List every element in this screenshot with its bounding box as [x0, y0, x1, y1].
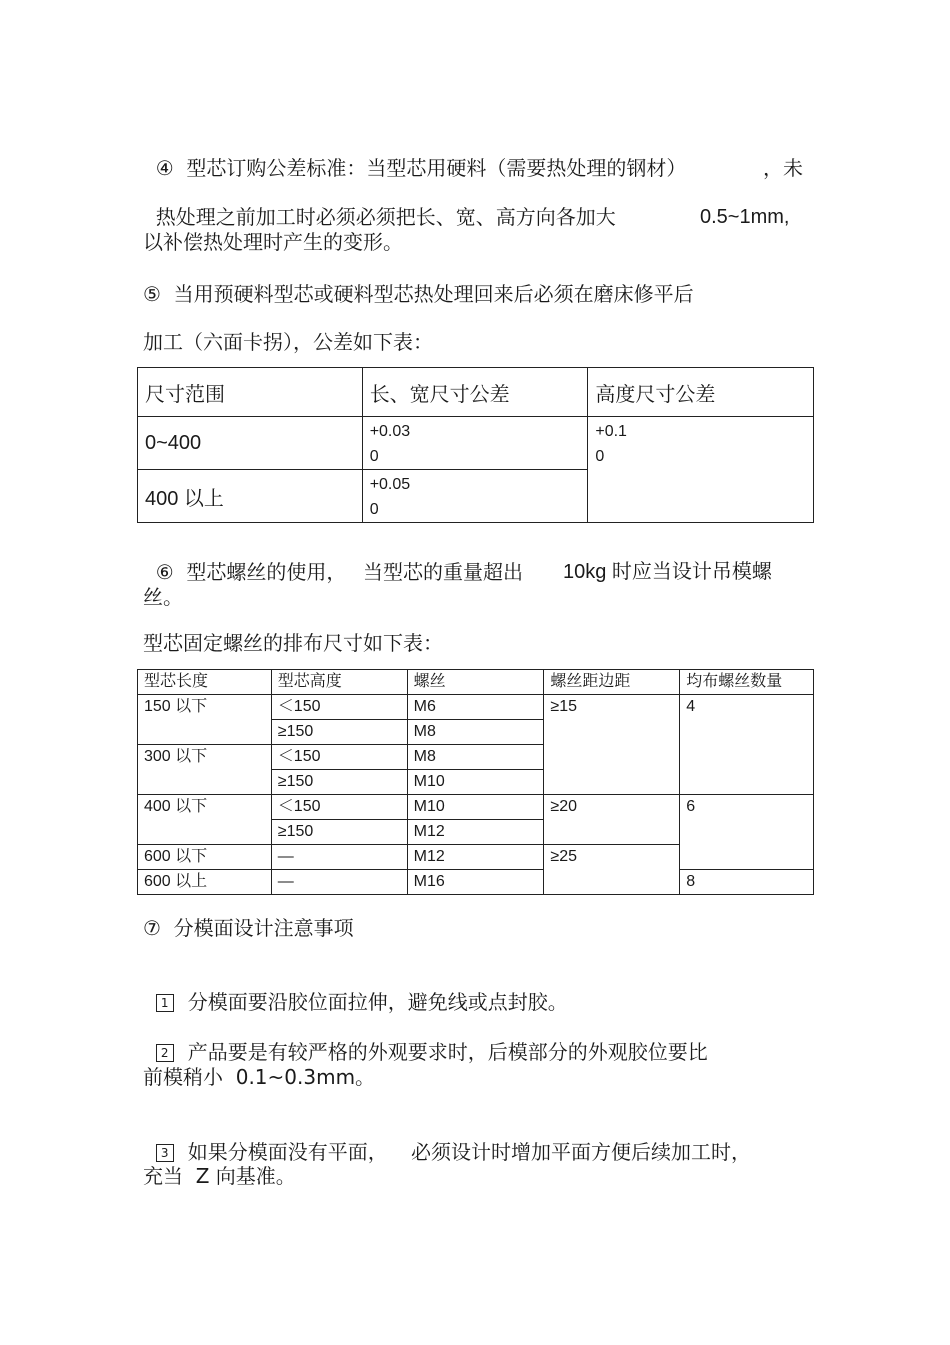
lw-tolerance-cell — [362, 417, 588, 470]
length-cell: 150 以下 — [138, 695, 272, 745]
table-header-row — [138, 670, 814, 695]
height-tolerance-cell — [588, 417, 814, 523]
para4-line2 — [143, 181, 790, 229]
tolerance-table — [137, 367, 814, 523]
length-cell: 600 以下 — [138, 845, 272, 870]
screw-cell: M10 — [407, 770, 544, 795]
tolerance-upper: +0.05 — [369, 476, 411, 493]
para7-item3-line1 — [143, 1116, 751, 1164]
table-row — [138, 870, 814, 895]
screw-cell: M6 — [407, 695, 544, 720]
screw-cell: M12 — [407, 820, 544, 845]
height-cell: — — [271, 870, 407, 895]
para4-line3: 以补偿热处理时产生的变形。 — [143, 230, 403, 254]
para7-item3-line2: 充当 Z 向基准。 — [143, 1164, 296, 1188]
para6-line1 — [143, 536, 772, 584]
lw-tolerance-cell — [362, 470, 588, 523]
tolerance-lower: 0 — [595, 448, 605, 465]
para4-line1-tail: ，未 — [763, 156, 803, 180]
checkbox-number-icon: 3 — [156, 1144, 174, 1162]
screw-cell: M8 — [407, 745, 544, 770]
table-header-cell: 长、宽尺寸公差 — [362, 368, 588, 417]
height-cell: ＜150 — [271, 795, 407, 820]
checkbox-number-icon: 1 — [156, 994, 174, 1012]
para7-title: ⑦ 分模面设计注意事项 — [143, 916, 354, 940]
table-header-cell: 螺丝 — [407, 670, 544, 695]
height-cell: ≥150 — [271, 720, 407, 745]
para7-item3-text-a: 如果分模面没有平面， — [187, 1140, 388, 1164]
table-header-cell: 型芯长度 — [138, 670, 272, 695]
length-cell: 300 以下 — [138, 745, 272, 795]
table-row — [138, 695, 814, 720]
quantity-cell: 6 — [680, 795, 814, 870]
para4-line2-text: 热处理之前加工时必须必须把长、宽、高方向各加大 — [155, 205, 616, 229]
table-header-cell: 高度尺寸公差 — [588, 368, 814, 417]
tolerance-lower: 0 — [369, 448, 379, 465]
para5-line2: 加工（六面卡拐），公差如下表： — [143, 330, 433, 354]
table-header-cell: 均布螺丝数量 — [680, 670, 814, 695]
para7-item1 — [143, 966, 568, 1014]
para6-line1-a: ⑥ 型芯螺丝的使用， — [155, 560, 347, 584]
para6-line3: 型芯固定螺丝的排布尺寸如下表： — [143, 631, 443, 655]
length-cell: 400 以下 — [138, 795, 272, 845]
screw-cell: M8 — [407, 720, 544, 745]
table-header-cell: 螺丝距边距 — [544, 670, 680, 695]
para6-line1-c: 10kg 时应当设计吊模螺 — [563, 561, 772, 583]
para7-item1-text: 分模面要沿胶位面拉伸，避免线或点封胶。 — [187, 990, 568, 1014]
tolerance-upper: +0.03 — [369, 423, 411, 440]
height-cell: ≥150 — [271, 770, 407, 795]
edge-distance-cell: ≥25 — [544, 845, 680, 895]
table-header-cell: 尺寸范围 — [138, 368, 363, 417]
para7-item2-text: 产品要是有较严格的外观要求时，后模部分的外观胶位要比 — [187, 1040, 708, 1064]
table-header-row — [138, 368, 814, 417]
height-cell: ＜150 — [271, 745, 407, 770]
screw-table — [137, 669, 814, 895]
checkbox-number-icon: 2 — [156, 1044, 174, 1062]
height-cell: ＜150 — [271, 695, 407, 720]
screw-cell: M10 — [407, 795, 544, 820]
height-cell: — — [271, 845, 407, 870]
tolerance-upper: +0.1 — [595, 423, 627, 440]
para5-line1: ⑤ 当用预硬料型芯或硬料型芯热处理回来后必须在磨床修平后 — [143, 282, 694, 306]
para4-line2-size: 0.5~1mm, — [700, 206, 790, 228]
screw-cell: M16 — [407, 870, 544, 895]
range-cell: 0~400 — [138, 417, 363, 470]
table-row — [138, 417, 814, 470]
table-row — [138, 795, 814, 820]
range-cell: 400 以上 — [138, 470, 363, 523]
tolerance-lower: 0 — [369, 501, 379, 518]
para7-item2-line1 — [143, 1016, 708, 1064]
quantity-cell: 8 — [680, 870, 814, 895]
height-cell: ≥150 — [271, 820, 407, 845]
screw-cell: M12 — [407, 845, 544, 870]
para4-line1-text: ④ 型芯订购公差标准：当型芯用硬料（需要热处理的钢材） — [155, 156, 687, 180]
edge-distance-cell: ≥15 — [544, 695, 680, 795]
para7-item3-text-b: 必须设计时增加平面方便后续加工时， — [411, 1140, 751, 1164]
table-header-cell: 型芯高度 — [271, 670, 407, 695]
edge-distance-cell: ≥20 — [544, 795, 680, 845]
para6-line1-b: 当型芯的重量超出 — [363, 560, 523, 584]
para4-line1 — [143, 132, 803, 180]
length-cell: 600 以上 — [138, 870, 272, 895]
para6-line2: 丝。 — [143, 585, 183, 609]
para7-item2-line2: 前模稍小 0.1~0.3mm。 — [143, 1065, 376, 1089]
quantity-cell: 4 — [680, 695, 814, 795]
